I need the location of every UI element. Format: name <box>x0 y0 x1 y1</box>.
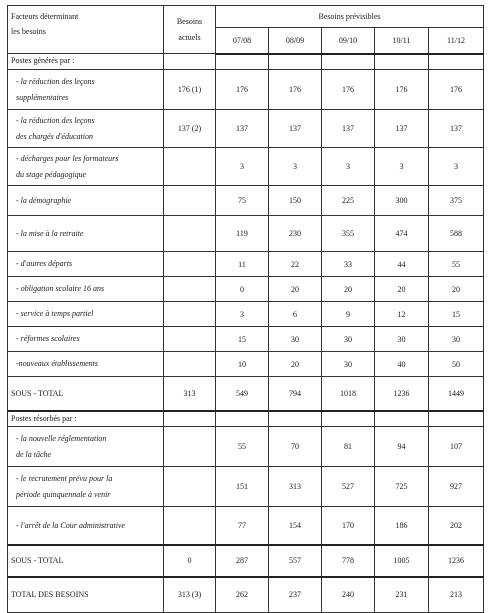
row-label <box>8 352 164 377</box>
year-value: 230 <box>269 216 322 252</box>
year-value: 30 <box>429 327 484 352</box>
table-row <box>8 216 484 252</box>
year-total: 1449 <box>429 377 484 411</box>
year-value: 9 <box>322 302 375 327</box>
year-value: 3 <box>322 148 375 186</box>
year-value: 3 <box>269 148 322 186</box>
besoins-actuels-value <box>164 507 216 545</box>
year-value: 20 <box>269 352 322 377</box>
header-besoins-actuels <box>164 6 216 54</box>
year-total: 231 <box>375 577 429 613</box>
year-total: 1236 <box>375 377 429 411</box>
year-value: 30 <box>375 327 429 352</box>
year-value: 119 <box>216 216 269 252</box>
year-value: 33 <box>322 252 375 277</box>
besoins-actuels-total: 313 <box>164 377 216 411</box>
year-value: 94 <box>375 427 429 467</box>
row-label <box>8 110 164 148</box>
row-label-line: - d'autres départs <box>16 259 73 269</box>
besoins-actuels-value <box>164 427 216 467</box>
year-total: 549 <box>216 377 269 411</box>
besoins-actuels-value <box>164 467 216 507</box>
empty-cell <box>269 54 322 70</box>
table-row <box>8 277 484 302</box>
year-value: 137 <box>375 110 429 148</box>
year-value: 50 <box>429 352 484 377</box>
besoins-actuels-value <box>164 186 216 216</box>
row-label-line: des chargés d'éducation <box>16 131 93 141</box>
total-row <box>8 377 484 411</box>
row-label-line: - obligation scolaire 16 ans <box>16 284 105 294</box>
row-label-line: de la tâche <box>16 449 52 459</box>
table-row <box>8 352 484 377</box>
empty-cell <box>322 411 375 427</box>
row-label <box>8 148 164 186</box>
row-label-line: période quinquennale à venir <box>16 489 111 499</box>
year-value: 170 <box>322 507 375 545</box>
header-actuels-line1: Besoins <box>176 17 203 27</box>
besoins-actuels-total: 313 (3) <box>164 577 216 613</box>
besoins-actuels-value: 176 (1) <box>164 70 216 110</box>
empty-cell <box>164 54 216 70</box>
row-label <box>8 70 164 110</box>
year-value: 313 <box>269 467 322 507</box>
besoins-actuels-value <box>164 352 216 377</box>
year-value: 20 <box>375 277 429 302</box>
empty-cell <box>216 411 269 427</box>
empty-cell <box>375 411 429 427</box>
year-value: 154 <box>269 507 322 545</box>
table-row <box>8 186 484 216</box>
besoins-actuels-value <box>164 252 216 277</box>
header-year: 07/08 <box>216 28 269 54</box>
year-value: 927 <box>429 467 484 507</box>
table-row <box>8 427 484 467</box>
year-value: 10 <box>216 352 269 377</box>
row-label <box>8 427 164 467</box>
row-label <box>8 186 164 216</box>
header-besoins-previsibles: Besoins prévisibles <box>216 6 484 28</box>
total-row <box>8 545 484 577</box>
year-total: 794 <box>269 377 322 411</box>
year-total: 557 <box>269 545 322 577</box>
year-value: 3 <box>429 148 484 186</box>
besoins-actuels-value <box>164 216 216 252</box>
row-label <box>8 327 164 352</box>
year-value: 15 <box>216 327 269 352</box>
year-value: 81 <box>322 427 375 467</box>
table-row <box>8 70 484 110</box>
year-total: 287 <box>216 545 269 577</box>
year-total: 240 <box>322 577 375 613</box>
year-value: 474 <box>375 216 429 252</box>
besoins-actuels-value <box>164 277 216 302</box>
row-label-line: - réformes scolaires <box>16 334 80 344</box>
table-row <box>8 327 484 352</box>
table-row <box>8 302 484 327</box>
year-value: 355 <box>322 216 375 252</box>
row-label-line: - service à temps partiel <box>16 309 94 319</box>
row-label-line: - le recrutement prévu pour la <box>16 474 113 484</box>
empty-cell <box>429 411 484 427</box>
year-value: 225 <box>322 186 375 216</box>
table-row <box>8 252 484 277</box>
year-value: 202 <box>429 507 484 545</box>
header-facteurs-line2: les besoins <box>11 27 46 37</box>
year-value: 3 <box>216 148 269 186</box>
besoins-actuels-value <box>164 148 216 186</box>
year-value: 137 <box>269 110 322 148</box>
section-title-row <box>8 54 484 70</box>
header-year: 08/09 <box>269 28 322 54</box>
header-year: 10/11 <box>375 28 429 54</box>
header-actuels-line2: actuels <box>178 32 201 42</box>
row-label <box>8 507 164 545</box>
row-label-line: - la nouvelle réglementation <box>16 434 107 444</box>
year-value: 375 <box>429 186 484 216</box>
besoins-actuels-total: 0 <box>164 545 216 577</box>
header-facteurs-line1: Facteurs déterminant <box>11 12 79 21</box>
year-value: 176 <box>216 70 269 110</box>
section-title-row <box>8 411 484 427</box>
year-total: 1236 <box>429 545 484 577</box>
besoins-actuels-value: 137 (2) <box>164 110 216 148</box>
year-value: 137 <box>216 110 269 148</box>
total-row <box>8 577 484 613</box>
year-value: 588 <box>429 216 484 252</box>
year-value: 20 <box>322 277 375 302</box>
year-value: 176 <box>429 70 484 110</box>
row-label-line: -nouveaux établissements <box>16 359 98 369</box>
besoins-table <box>7 5 484 613</box>
row-label <box>8 302 164 327</box>
header-facteurs <box>8 6 164 54</box>
year-total: 778 <box>322 545 375 577</box>
year-value: 30 <box>322 352 375 377</box>
year-total: 1005 <box>375 545 429 577</box>
year-value: 30 <box>322 327 375 352</box>
section-title: Postes résorbés par : <box>8 411 164 427</box>
besoins-actuels-value <box>164 302 216 327</box>
row-label-line: du stage pédagogique <box>16 169 87 179</box>
year-value: 137 <box>322 110 375 148</box>
row-label <box>8 467 164 507</box>
row-label <box>8 216 164 252</box>
year-value: 150 <box>269 186 322 216</box>
total-label: SOUS - TOTAL <box>8 545 164 577</box>
year-value: 107 <box>429 427 484 467</box>
row-label-line: supplémentaires <box>16 92 69 102</box>
header-year: 11/12 <box>429 28 484 54</box>
year-value: 300 <box>375 186 429 216</box>
section-title: Postes générés par : <box>8 54 164 70</box>
year-value: 176 <box>269 70 322 110</box>
row-label-line: - l'arrêt de la Cour administrative <box>16 520 126 530</box>
year-total: 1018 <box>322 377 375 411</box>
row-label-line: - la réduction des leçons <box>16 77 95 87</box>
row-label-line: - la démographie <box>16 195 72 205</box>
year-value: 176 <box>322 70 375 110</box>
empty-cell <box>375 54 429 70</box>
year-value: 11 <box>216 252 269 277</box>
year-value: 12 <box>375 302 429 327</box>
year-value: 6 <box>269 302 322 327</box>
year-total: 237 <box>269 577 322 613</box>
year-value: 22 <box>269 252 322 277</box>
empty-cell <box>322 54 375 70</box>
year-value: 20 <box>269 277 322 302</box>
total-label: SOUS - TOTAL <box>8 377 164 411</box>
year-value: 77 <box>216 507 269 545</box>
empty-cell <box>216 54 269 70</box>
year-value: 70 <box>269 427 322 467</box>
year-value: 55 <box>429 252 484 277</box>
year-value: 527 <box>322 467 375 507</box>
empty-cell <box>269 411 322 427</box>
header-year: 09/10 <box>322 28 375 54</box>
year-total: 262 <box>216 577 269 613</box>
table-row <box>8 507 484 545</box>
year-value: 30 <box>269 327 322 352</box>
year-value: 176 <box>375 70 429 110</box>
year-value: 75 <box>216 186 269 216</box>
year-value: 3 <box>375 148 429 186</box>
year-value: 137 <box>429 110 484 148</box>
row-label-line: - décharges pour les formateurs <box>16 154 119 164</box>
row-label <box>8 277 164 302</box>
empty-cell <box>164 411 216 427</box>
row-label-line: - la mise à la retraite <box>16 228 84 238</box>
empty-cell <box>429 54 484 70</box>
year-value: 725 <box>375 467 429 507</box>
row-label-line: - la réduction des leçons <box>16 116 95 126</box>
year-value: 20 <box>429 277 484 302</box>
year-total: 213 <box>429 577 484 613</box>
year-value: 55 <box>216 427 269 467</box>
total-label: TOTAL DES BESOINS <box>8 577 164 613</box>
year-value: 40 <box>375 352 429 377</box>
table-row <box>8 467 484 507</box>
year-value: 186 <box>375 507 429 545</box>
year-value: 0 <box>216 277 269 302</box>
row-label <box>8 252 164 277</box>
besoins-actuels-value <box>164 327 216 352</box>
year-value: 15 <box>429 302 484 327</box>
year-value: 151 <box>216 467 269 507</box>
year-value: 3 <box>216 302 269 327</box>
year-value: 44 <box>375 252 429 277</box>
table-row <box>8 110 484 148</box>
table-row <box>8 148 484 186</box>
